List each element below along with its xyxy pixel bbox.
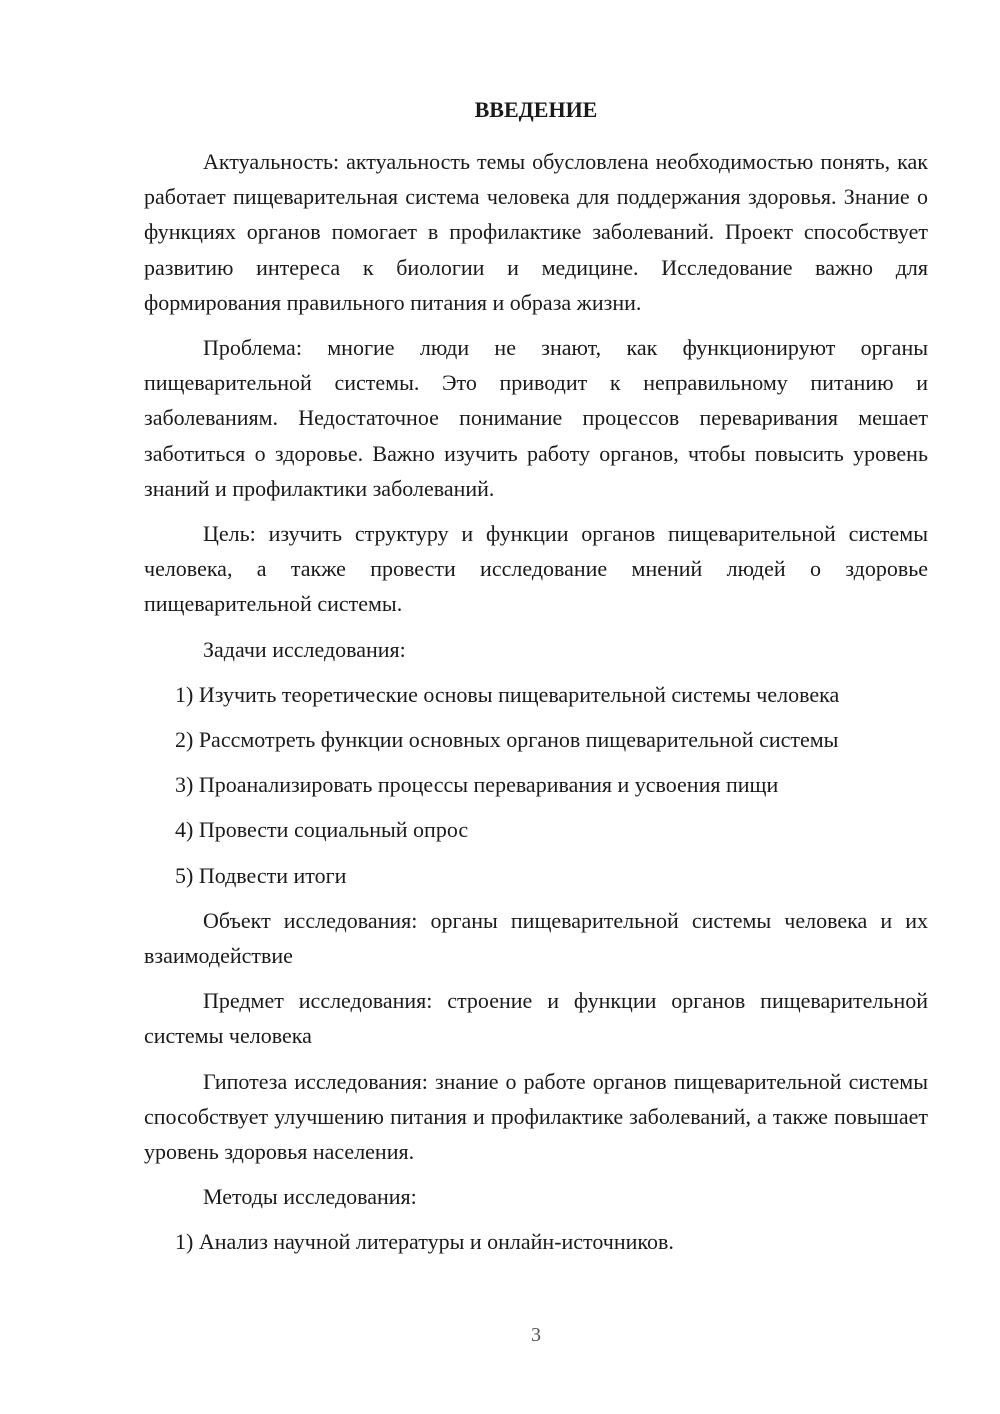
page-title: ВВЕДЕНИЕ	[474, 97, 598, 122]
method-item: 1) Анализ научной литературы и онлайн-источников.	[175, 1229, 674, 1255]
methods-heading: Методы исследования:	[203, 1184, 417, 1210]
goal-paragraph: Цель: изучить структуру и функции органов пищеварительной системы человека, а также провести исследование мнений людей о здоровье пищеварительной системы.	[144, 521, 928, 617]
methods-list	[144, 1224, 928, 1259]
object-paragraph: Объект исследования: органы пищеварительной системы человека и их взаимодействие	[144, 907, 928, 969]
task-item: 1) Изучить теоретические основы пищеварительной системы человека	[175, 681, 840, 707]
task-item: 5) Подвести итоги	[175, 862, 347, 888]
subject-paragraph: Предмет исследования: строение и функции органов пищеварительной системы человека	[144, 988, 928, 1049]
page-number: 3	[531, 1324, 541, 1346]
task-item: 4) Провести социальный опрос	[175, 817, 469, 843]
relevance-paragraph: Актуальность: актуальность темы обусловлена необходимостью понять, как работает пищеварительная система человека для поддержания здоровья. Знание о функциях органов помогает в профилактике заболеваний. Проект способствует развитию интереса к биологии и медицине. Исследование важно для формирования правильного питания и образа жизни.	[144, 149, 928, 315]
hypothesis-paragraph: Гипотеза исследования: знание о работе органов пищеварительной системы способствует улучшению питания и профилактике заболеваний, а также повышает уровень здоровья населения.	[144, 1068, 928, 1165]
document-page	[144, 96, 928, 1270]
task-item: 2) Рассмотреть функции основных органов пищеварительной системы	[175, 727, 839, 753]
problem-paragraph: Проблема: многие люди не знают, как функционируют органы пищеварительной системы. Это приводит к неправильному питанию и заболеваниям. Недостаточное понимание процессов переваривания мешает заботиться о здоровье. Важно изучить работу органов, чтобы повысить уровень знаний и профилактики заболеваний.	[144, 335, 928, 501]
tasks-list	[144, 677, 928, 893]
tasks-heading: Задачи исследования:	[203, 636, 406, 662]
task-item: 3) Проанализировать процессы переваривания и усвоения пищи	[175, 772, 779, 798]
